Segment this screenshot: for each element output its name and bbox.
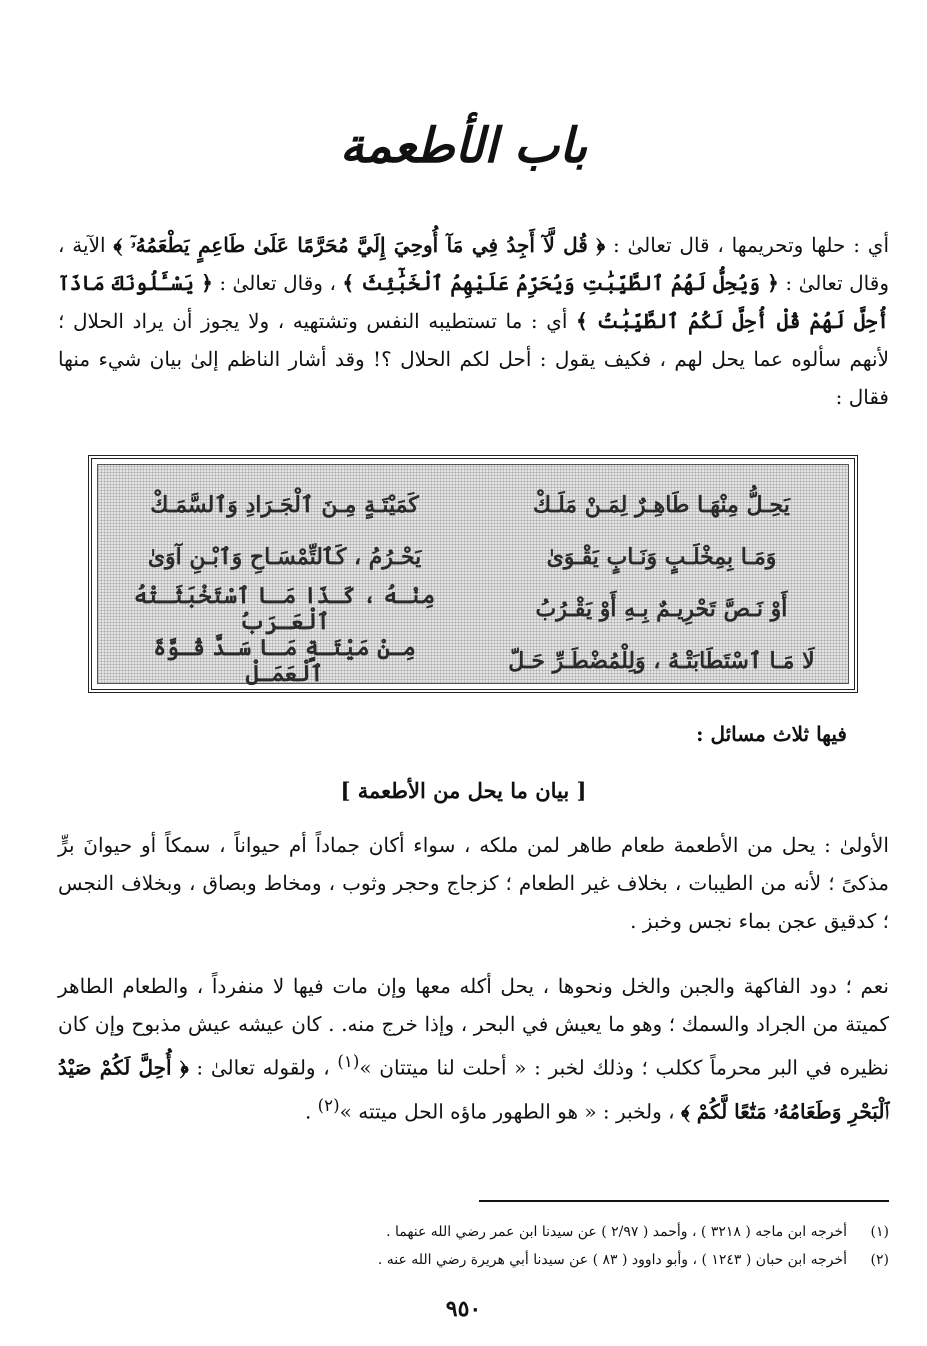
intro-text-1: أي : حلها وتحريمها ، قال تعالىٰ : [605, 233, 889, 257]
poem-hemistich-second: كَمَيْتَـةٍ مِـنَ ٱلْجَـرَادِ وَٱلسَّمَـكْ [150, 492, 419, 518]
footnote-ref-2[interactable]: (٢) [317, 1095, 340, 1115]
poem-hemistich-second: مِنْـهُ ، كَـذَا مَـا ٱسْتَخْبَثَـتْهُ ٱلْعَـرَبُ [133, 583, 436, 635]
section-heading: [ بيان ما يحل من الأطعمة ] [340, 778, 587, 803]
para2-text-4: . [304, 1099, 318, 1124]
footnote-text: أخرجه ابن حبان ( ١٢٤٣ ) ، وأبو داوود ( ٨٣ ) عن سيدنا أبي هريرة رضي الله عنه . [377, 1252, 847, 1268]
para2-text-2: ، ولقوله تعالىٰ : [188, 1055, 338, 1080]
quran-verse-2: ﴿ وَيُحِلُّ لَهُمُ ٱلطَّيِّبَٰتِ وَيُحَرِّمُ عَلَيْهِمُ ٱلْخَبَٰٓئِثَ ﴾ [342, 271, 779, 295]
footnote-text: أخرجه ابن ماجه ( ٣٢١٨ ) ، وأحمد ( ٢/٩٧ ) عن سيدنا ابن عمر رضي الله عنهما . [386, 1224, 847, 1240]
footnote-ref-1[interactable]: (١) [337, 1052, 360, 1071]
poem-hemistich-second: مِـنْ مَيْتَـةٍ مَـا سَـدَّ قُـوَّةَ ٱلْعَمَـلْ [153, 635, 416, 687]
poem-inner [97, 464, 849, 687]
poem-line [124, 479, 822, 531]
poem-hemistich-first: لَا مَـا ٱسْتَطَابَتْـهُ ، وَلِلْمُضْطَـرِّ حَـلّ [508, 648, 815, 674]
paragraph-second [58, 967, 889, 1130]
page-title: باب الأطعمة [339, 118, 588, 174]
poem-hemistich-first: وَمَـا بِمِخْلَـبٍ وَنَـابٍ يَقْـوَىٰ [546, 544, 777, 570]
footnote-number: (١) [870, 1224, 889, 1240]
para2-text-3: ، ولخبر : « هو الطهور ماؤه الحل ميتته » [339, 1099, 681, 1124]
intro-text-4: أي : ما تستطيبه النفس وتشتهيه ، ولا يجوز أن يراد الحلال ؛ لأنهم سألوه عما يحل لهم ، فكيف يقول : أحل لكم الحلال ؟! وقد أشار الناظم إلىٰ بيان شيء منها فقال : [58, 309, 889, 409]
page-number: ٩٥٠ [445, 1296, 482, 1322]
footnote-number: (٢) [870, 1252, 889, 1268]
footnote [58, 1218, 889, 1246]
poem-hemistich-second: يَحْـرُمُ ، كَٱلتِّمْسَـاحِ وَٱبْـنِ آوَىٰ [147, 544, 422, 570]
quran-verse-4: ﴿ أُحِلَّ لَكُمْ صَيْدُ ٱلْبَحْرِ وَطَعَامُهُۥ مَتَٰعًا لَّكُمْ ﴾ [58, 1055, 889, 1124]
poem-box [88, 455, 858, 693]
section-intro: فيها ثلاث مسائل : [696, 722, 847, 746]
poem-line [124, 583, 822, 635]
intro-text-3: ، وقال تعالىٰ : [212, 271, 343, 295]
quran-verse-3: ﴿ يَسْـَٔلُونَكَ مَاذَآ أُحِلَّ لَهُمْ قُلْ أُحِلَّ لَكُمُ ٱلطَّيِّبَٰتُ ﴾ [58, 271, 889, 333]
poem-hemistich-first: يَحِـلُّ مِنْهَـا طَاهِـرٌ لِمَـنْ مَلَـكْ [533, 492, 790, 518]
footnotes [58, 1218, 889, 1274]
paragraph-first-issue: الأولىٰ : يحل من الأطعمة طعام طاهر لمن ملكه ، سواء أكان جماداً أم حيواناً ، سمكاً أو حيوانَ برٍّ مذكىً ؛ لأنه من الطيبات ، بخلاف غير الطعام ؛ كزجاج وحجر وثوب ، ومخاط وبصاق ، وبخلاف النجس ؛ كدقيق عجن بماء نجس وخبز . [58, 833, 889, 933]
footnote-divider [479, 1200, 889, 1202]
poem-line [124, 635, 822, 687]
quran-verse-1: ﴿ قُل لَّآ أَجِدُ فِي مَآ أُوحِيَ إِلَيَّ مُحَرَّمًا عَلَىٰ طَاعِمٍ يَطْعَمُهُۥٓ ﴾ [113, 233, 606, 257]
para2-text-1: نعم ؛ دود الفاكهة والجبن والخل ونحوها ، يحل أكله معها وإن مات فيها لا منفرداً ، والطعام الطاهر كميتة من الجراد والسمك ؛ وهو ما يعيش في البحر ، وإذا خرج منه. . كان عيشه عيش مذبوح وإن كان نظيره في البر محرماً ككلب ؛ وذلك لخبر : « أحلت لنا ميتتان » [58, 974, 890, 1080]
poem-hemistich-first: أَوْ نَـصَّ تَحْرِيـمٌ بِـهِ أَوْ يَقْـرُبُ [535, 596, 788, 622]
poem-line [124, 531, 822, 583]
intro-text-2: الآية ، وقال تعالىٰ : [58, 233, 889, 295]
intro-paragraph [58, 226, 889, 416]
footnote [58, 1246, 889, 1274]
